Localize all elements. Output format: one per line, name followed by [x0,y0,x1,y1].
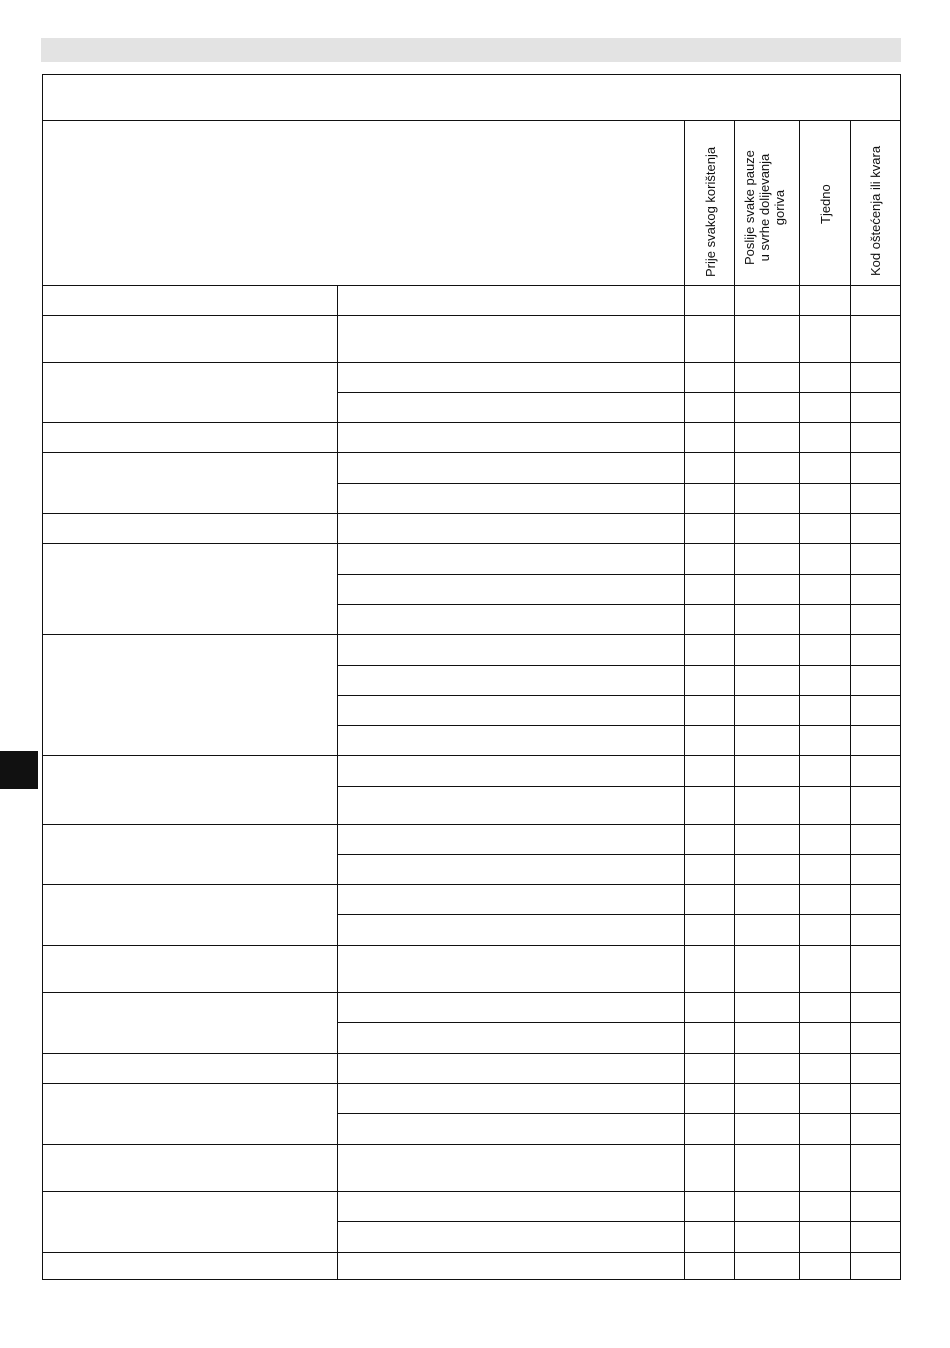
table-row-line [42,1144,901,1145]
table-row-line [337,1221,901,1222]
table-row-line [42,452,901,453]
table-row-line [337,392,901,393]
table-row-line [337,725,901,726]
table-row-line [42,120,901,121]
table-column-line [734,120,735,1279]
column-header-line: u svrhe dolijevanja [757,153,772,262]
table-column-line [900,74,901,1279]
table-column-line [42,74,43,1279]
table-row-line [42,315,901,316]
column-header-before-each-use [703,147,718,277]
column-header-on-damage-or-fault [868,146,883,276]
table-row-line [42,543,901,544]
table-row-line [337,574,901,575]
table-row-line [42,513,901,514]
table-row-line [42,945,901,946]
table-row-line [337,665,901,666]
table-column-line [799,120,800,1279]
table-row-line [42,362,901,363]
column-header-weekly [818,184,833,224]
table-row-line [337,786,901,787]
table-row-line [42,1191,901,1192]
table-row-line [42,74,901,75]
table-row-line [42,1252,901,1253]
table-row-line [337,695,901,696]
table-row-line [42,755,901,756]
table-row-line [42,422,901,423]
table-column-line [684,120,685,1279]
table-row-line [42,884,901,885]
table-row-line [42,285,901,286]
table-row-line [42,634,901,635]
table-row-line [337,1113,901,1114]
table-row-line [337,854,901,855]
table-row-line [337,483,901,484]
table-row-line [337,914,901,915]
table-row-line [42,1053,901,1054]
column-header-line: Kod oštećenja ili kvara [868,145,883,276]
table-row-line [42,824,901,825]
column-header-line: Prije svakog korištenja [703,146,718,277]
table-row-line [42,1083,901,1084]
table-column-line [337,285,338,1279]
table-column-line [850,120,851,1279]
column-header-line: Tjedno [818,184,833,224]
table-row-line [337,1022,901,1023]
column-header-after-refuel-pause [742,150,787,265]
table-row-line [337,604,901,605]
table-row-line [42,992,901,993]
column-header-line: Poslije svake pauze [742,150,757,265]
table-row-line [42,1279,901,1280]
column-header-line: goriva [772,189,787,226]
